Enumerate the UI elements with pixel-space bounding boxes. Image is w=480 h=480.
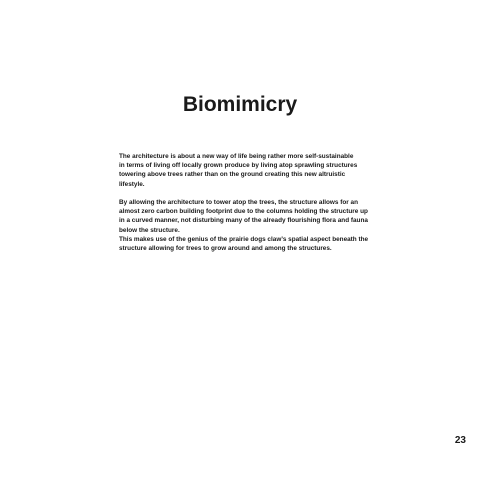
body-text bbox=[119, 152, 371, 253]
page-title: Biomimicry bbox=[182, 93, 298, 116]
paragraph-intro: The architecture is about a new way of life being rather more self-sustainable in terms of living off locally grown produce by living atop sprawling structures towering above trees rather than on the ground creating this new altruistic lifestyle. bbox=[119, 153, 358, 188]
page-number: 23 bbox=[454, 435, 466, 446]
paragraph-structure: By allowing the architecture to tower atop the trees, the structure allows for an almost zero carbon building footprint due to the columns holding the structure up in a curved manner, not disturbing many of the already flourishing flora and fauna below the structure. This makes use of the genius of the prairie dogs claw’s spatial aspect beneath the structure allowing for trees to grow around and among the structures. bbox=[119, 199, 369, 253]
